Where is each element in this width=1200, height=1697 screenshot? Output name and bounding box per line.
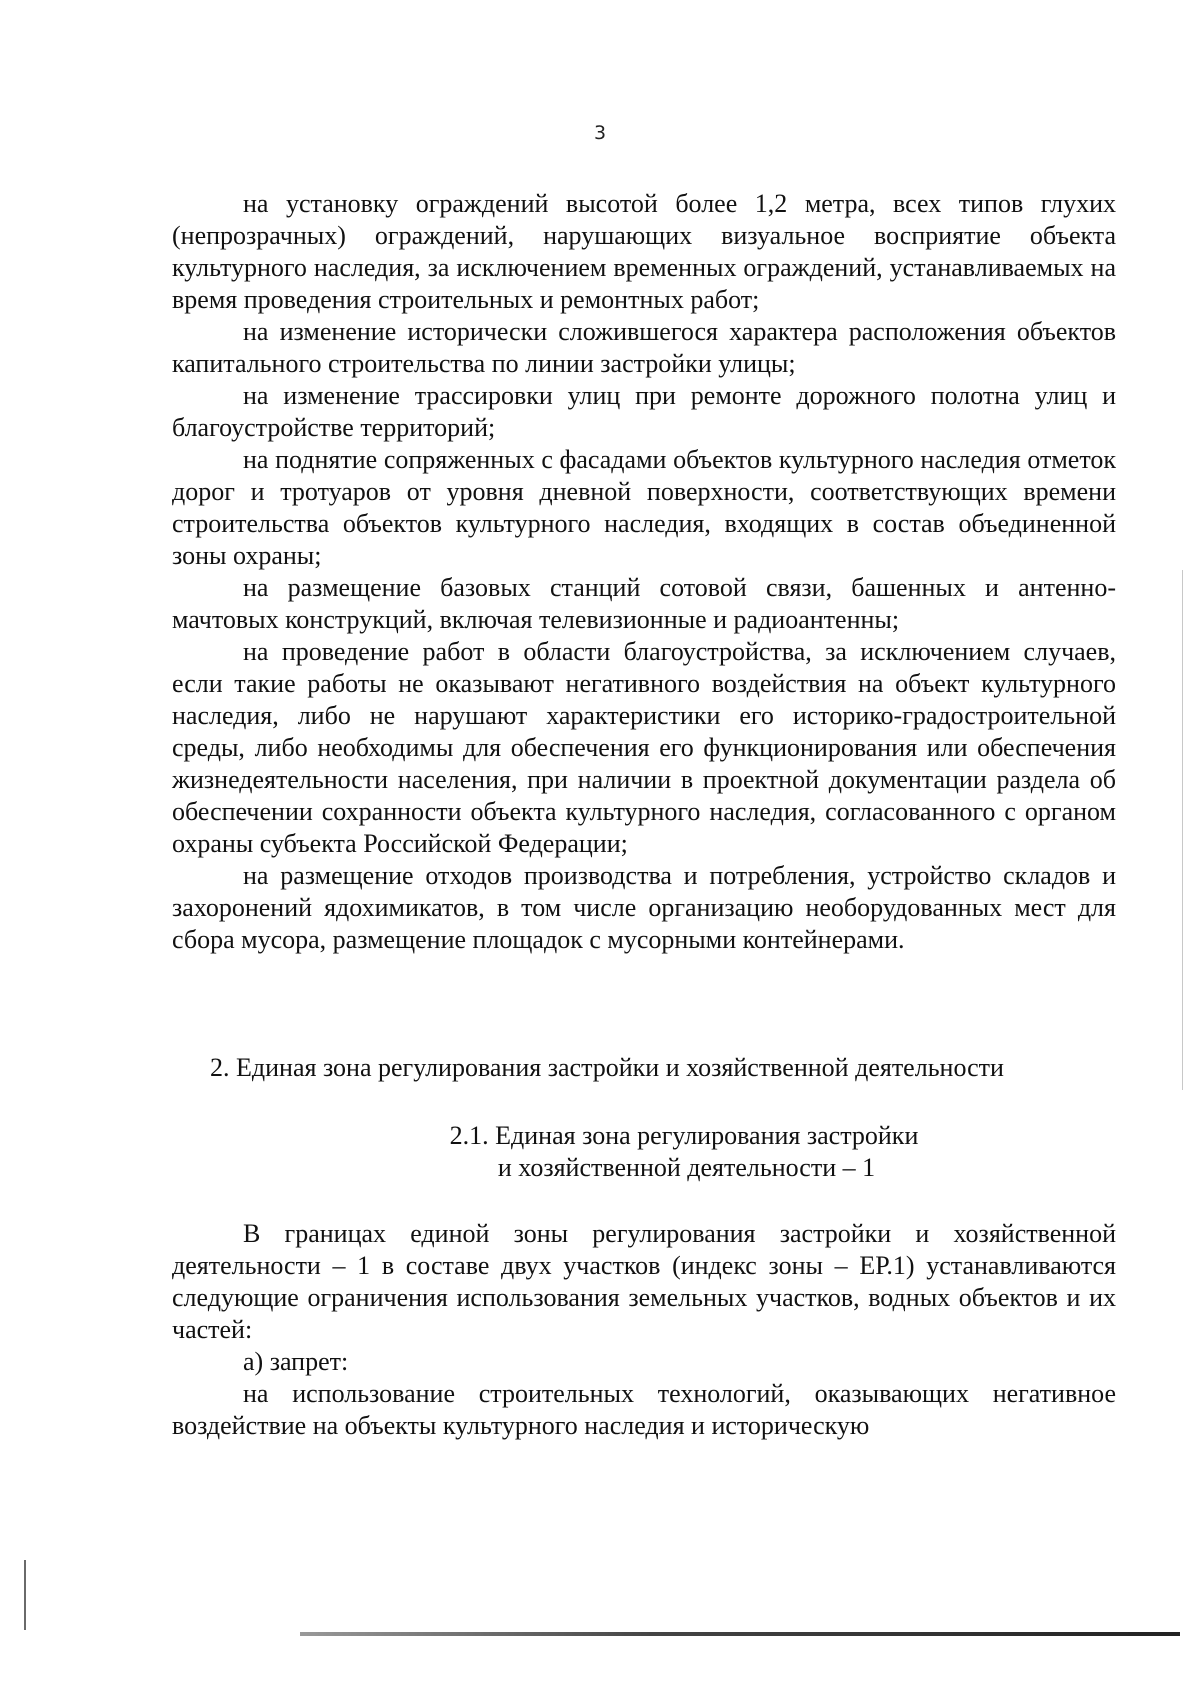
paragraph: на изменение исторически сложившегося характера расположения объектов капитального строительства по линии застройки улицы; <box>172 317 1116 378</box>
paragraph: В границах единой зоны регулирования застройки и хозяйственной деятельности – 1 в составе двух участков (индекс зоны – ЕР.1) устанавливаются следующие ограничения использования земельных участков, водных объектов и их частей: <box>172 1219 1116 1344</box>
page-number: 3 <box>593 122 607 144</box>
paragraph: на размещение отходов производства и потребления, устройство складов и захоронений ядохимикатов, в том числе организацию необорудованных мест для сбора мусора, размещение площадок с мусорными контейнерами. <box>172 861 1116 954</box>
paragraph: на установку ограждений высотой более 1,2 метра, всех типов глухих (непрозрачных) ограждений, нарушающих визуальное восприятие объекта культурного наследия, за исключением временных ограждений, устанавливаемых на время проведения строительных и ремонтных работ; <box>172 189 1116 314</box>
body-text-block <box>172 188 1116 956</box>
subsection-heading-line2: и хозяйственной деятельности – 1 <box>497 1153 876 1182</box>
section-body-block <box>172 1218 1116 1442</box>
scan-edge-bar <box>300 1632 1180 1636</box>
subsection-heading-line1: 2.1. Единая зона регулирования застройки <box>449 1121 919 1150</box>
paragraph: на поднятие сопряженных с фасадами объектов культурного наследия отметок дорог и тротуаров от уровня дневной поверхности, соответствующих времени строительства объектов культурного наследия, входящих в состав объединенной зоны охраны; <box>172 445 1116 570</box>
paragraph: а) запрет: <box>243 1347 349 1376</box>
section-heading: 2. Единая зона регулирования застройки и хозяйственной деятельности <box>210 1053 1004 1082</box>
paragraph: на размещение базовых станций сотовой связи, башенных и антенно-мачтовых конструкций, включая телевизионные и радиоантенны; <box>172 573 1116 634</box>
paragraph: на изменение трассировки улиц при ремонте дорожного полотна улиц и благоустройстве территорий; <box>172 381 1116 442</box>
scan-margin-line <box>1182 570 1183 1090</box>
paragraph: на использование строительных технологий, оказывающих негативное воздействие на объекты культурного наследия и историческую <box>172 1379 1116 1440</box>
paragraph: на проведение работ в области благоустройства, за исключением случаев, если такие работы не оказывают негативного воздействия на объект культурного наследия, либо не нарушают характеристики его историко-градостроительной среды, либо необходимы для обеспечения его функционирования или обеспечения жизнедеятельности населения, при наличии в проектной документации раздела об обеспечении сохранности объекта культурного наследия, согласованного с органом охраны субъекта Российской Федерации; <box>172 637 1116 858</box>
scan-margin-line <box>24 1560 26 1630</box>
subsection-heading <box>172 1120 1116 1184</box>
